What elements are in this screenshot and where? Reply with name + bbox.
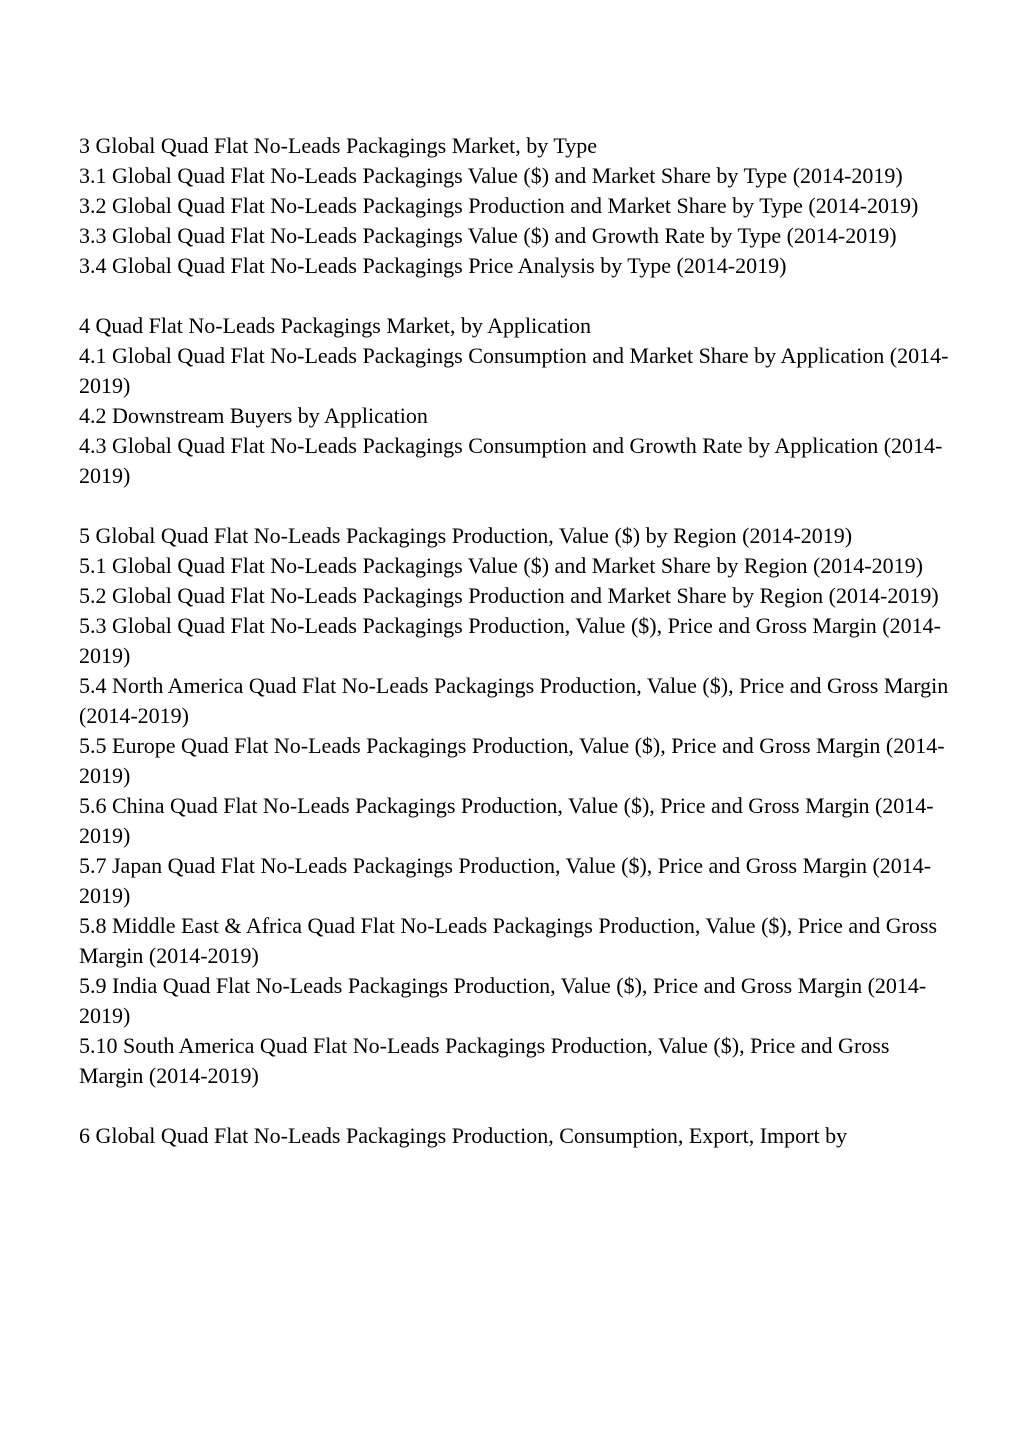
toc-entry-4-3: 4.3 Global Quad Flat No-Leads Packagings Consumption and Growth Rate by Application (2014-2019)	[79, 433, 943, 488]
toc-entry-5-5: 5.5 Europe Quad Flat No-Leads Packagings Production, Value ($), Price and Gross Margin (2014-2019)	[79, 733, 945, 788]
section-3	[79, 131, 954, 281]
toc-entry-5-6: 5.6 China Quad Flat No-Leads Packagings Production, Value ($), Price and Gross Margin (2014-2019)	[79, 793, 934, 848]
section-5	[79, 521, 954, 1091]
toc-entry-4-2: 4.2 Downstream Buyers by Application	[79, 403, 428, 428]
heading-section-6: 6 Global Quad Flat No-Leads Packagings Production, Consumption, Export, Import by	[79, 1123, 848, 1148]
toc-entry-5-8: 5.8 Middle East & Africa Quad Flat No-Leads Packagings Production, Value ($), Price and Gross Margin (2014-2019)	[79, 913, 938, 968]
toc-entry-5-1: 5.1 Global Quad Flat No-Leads Packagings Value ($) and Market Share by Region (2014-2019)	[79, 553, 923, 578]
toc-entry-5-4: 5.4 North America Quad Flat No-Leads Packagings Production, Value ($), Price and Gross Margin (2014-2019)	[79, 673, 949, 728]
toc-entry-3-2: 3.2 Global Quad Flat No-Leads Packagings Production and Market Share by Type (2014-2019)	[79, 193, 919, 218]
toc-entry-5-7: 5.7 Japan Quad Flat No-Leads Packagings Production, Value ($), Price and Gross Margin (2014-2019)	[79, 853, 932, 908]
toc-entry-4-1: 4.1 Global Quad Flat No-Leads Packagings Consumption and Market Share by Application (2014-2019)	[79, 343, 949, 398]
section-4	[79, 311, 954, 491]
toc-entry-5-2: 5.2 Global Quad Flat No-Leads Packagings Production and Market Share by Region (2014-2019)	[79, 583, 939, 608]
heading-section-5: 5 Global Quad Flat No-Leads Packagings Production, Value ($) by Region (2014-2019)	[79, 523, 853, 548]
toc-entry-3-3: 3.3 Global Quad Flat No-Leads Packagings Value ($) and Growth Rate by Type (2014-2019)	[79, 223, 897, 248]
document-page	[79, 131, 954, 1151]
heading-section-3: 3 Global Quad Flat No-Leads Packagings Market, by Type	[79, 133, 597, 158]
toc-entry-5-9: 5.9 India Quad Flat No-Leads Packagings Production, Value ($), Price and Gross Margin (2014-2019)	[79, 973, 927, 1028]
toc-entry-3-4: 3.4 Global Quad Flat No-Leads Packagings Price Analysis by Type (2014-2019)	[79, 253, 787, 278]
section-6	[79, 1121, 954, 1151]
toc-entry-3-1: 3.1 Global Quad Flat No-Leads Packagings Value ($) and Market Share by Type (2014-2019)	[79, 163, 903, 188]
heading-section-4: 4 Quad Flat No-Leads Packagings Market, by Application	[79, 313, 592, 338]
toc-entry-5-10: 5.10 South America Quad Flat No-Leads Packagings Production, Value ($), Price and Gross Margin (2014-2019)	[79, 1033, 890, 1088]
toc-entry-5-3: 5.3 Global Quad Flat No-Leads Packagings Production, Value ($), Price and Gross Margin (2014-2019)	[79, 613, 941, 668]
